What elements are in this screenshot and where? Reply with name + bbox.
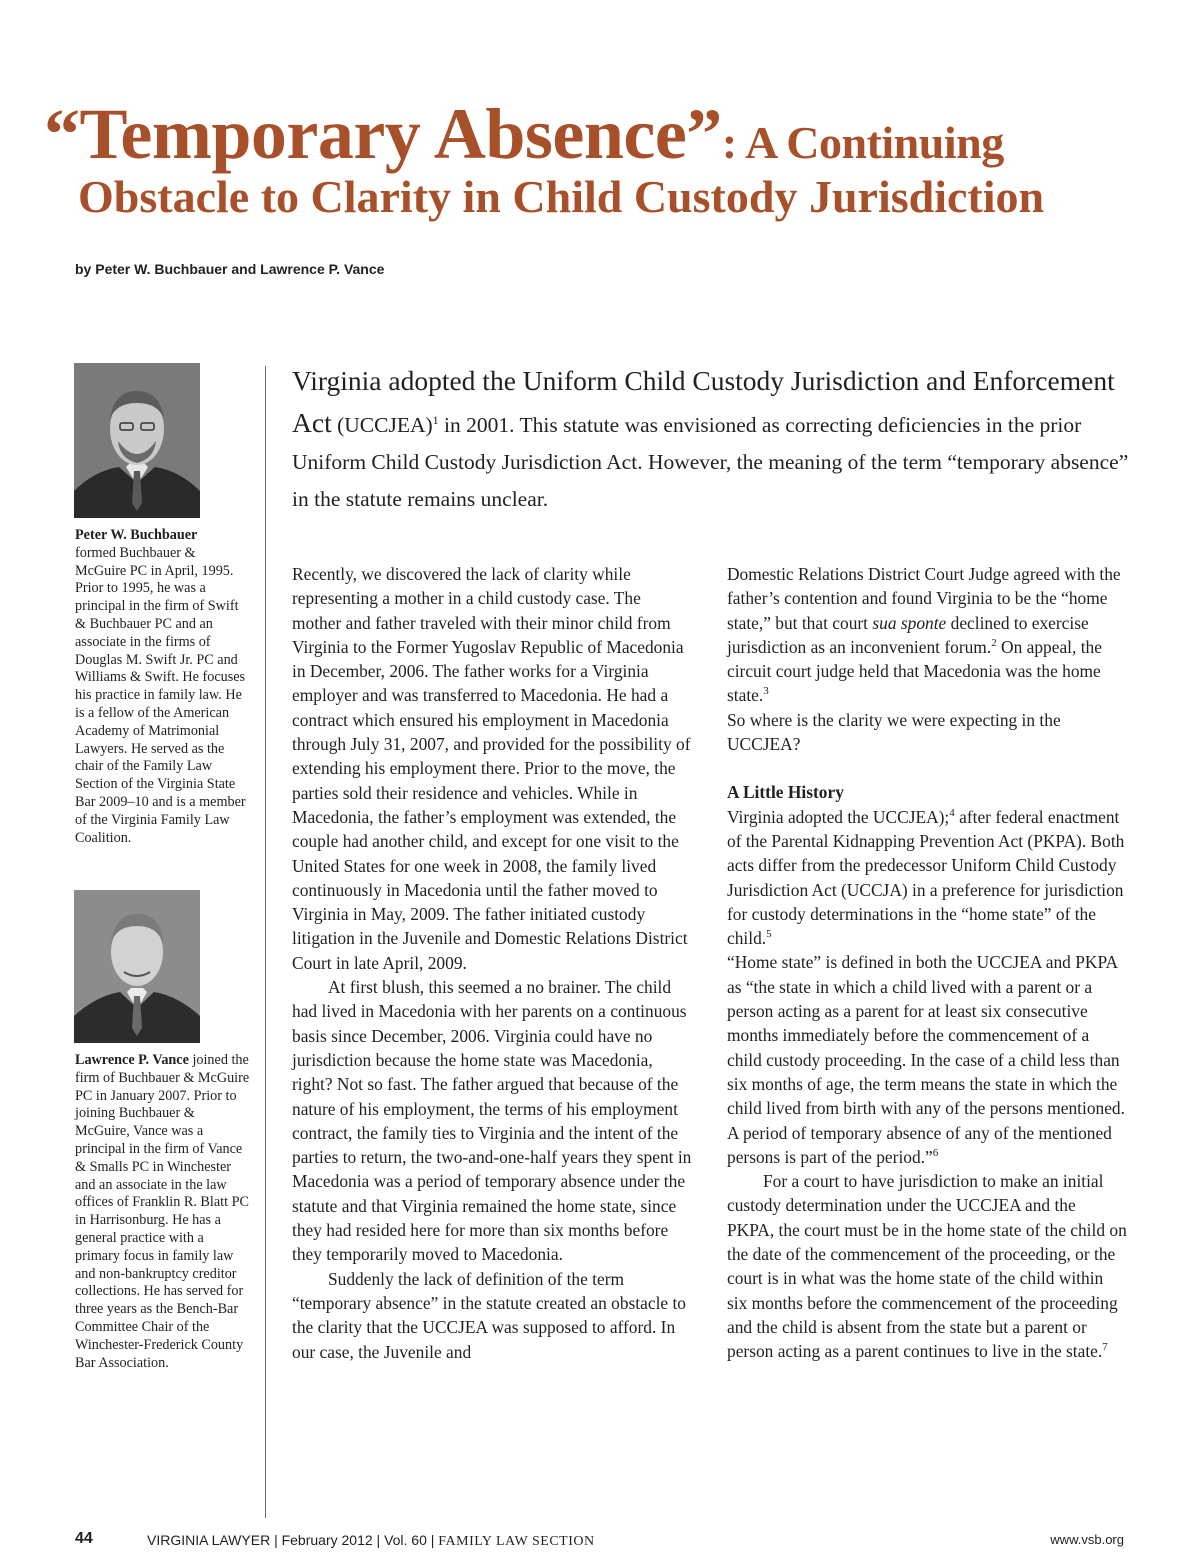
publication-text: VIRGINIA LAWYER | February 2012 | Vol. 60 | bbox=[147, 1532, 439, 1548]
author-bio-vance bbox=[75, 1052, 250, 1372]
lead-text-acronym: (UCCJEA) bbox=[331, 413, 433, 438]
body-column-2 bbox=[727, 562, 1127, 1364]
body-paragraph: Recently, we discovered the lack of clarity while representing a mother in a child custody case. The mother and father traveled with their minor child from Virginia to the Former Yugoslav Republic of Macedonia in December, 2006. The father works for a Virginia employer and was transferred to Macedonia. He had a contract which ensured his employment in Macedonia through July 31, 2007, and provided for the possibility of extending his employment there. Prior to the move, the parties sold their residence and vehicles. While in Macedonia, the father’s employment was extended, the couple had another child, and except for one visit to the United States for one week in 2008, the family lived continuously in Macedonia until the father moved to Virginia in May, 2009. The father initiated custody litigation in the Juvenile and Domestic Relations District Court in late April, 2009. bbox=[292, 564, 691, 973]
title-quote: “Temporary Absence” bbox=[44, 94, 722, 174]
body-paragraph: Suddenly the lack of definition of the term “temporary absence” in the statute created an obstacle to the clarity that the UCCJEA was supposed to afford. In our case, the Juvenile and bbox=[292, 1268, 686, 1362]
column-divider bbox=[265, 366, 266, 1518]
section-heading: A Little History bbox=[727, 782, 844, 803]
author-bio-text: joined the firm of Buchbauer & McGuire PC in January 2007. Prior to joining Buchbauer & McGuire, Vance was a principal in the firm of Vance & Smalls PC in Winchester and an associate in the law offices of Franklin R. Blatt PC in Harrisonburg. He has a general practice with a primary focus in family law and non-bankruptcy creditor collections. He has served for three years as the Bench-Bar Committee Chair of the Winchester-Frederick County Bar Association. bbox=[75, 1052, 250, 1371]
footnote-ref: 4 bbox=[949, 806, 955, 819]
italic-text: sua sponte bbox=[872, 612, 947, 633]
publication-info bbox=[147, 1532, 595, 1550]
author-bio-buchbauer bbox=[75, 527, 250, 847]
lead-text-rest: in 2001. This statute was envisioned as correcting deficiencies in the prior Uniform Child Custody Jurisdiction Act. However, the meaning of the term “temporary absence” in the statute remains unclear. bbox=[292, 413, 1129, 512]
website-url: www.vsb.org bbox=[1050, 1532, 1124, 1547]
body-paragraph bbox=[727, 562, 1127, 708]
footnote-ref: 5 bbox=[766, 928, 772, 941]
body-paragraph: At first blush, this seemed a no brainer. The child had lived in Macedonia with her parents on a continuous basis since December, 2006. Virginia could have no jurisdiction because the home state was Macedonia, right? Not so fast. The father argued that because of the nature of his employment, the terms of his employment contract, the family ties to Virginia and the intent of the parties to return, the two-and-one-half years they spent in Macedonia was a period of temporary absence under the statute and that Virginia remained the home state, since they had resided here for more than six months before they temporarily moved to Macedonia. bbox=[292, 977, 692, 1265]
page-number: 44 bbox=[75, 1530, 93, 1547]
footnote-ref: 1 bbox=[432, 413, 439, 427]
title-line-1 bbox=[44, 94, 1044, 174]
body-text: declined to exercise jurisdiction as an inconvenient forum. bbox=[727, 612, 1089, 657]
body-text: after federal enactment of the Parental Kidnapping Prevention Act (PKPA). Both acts differ from the predecessor Uniform Child Custody Jurisdiction Act (UCCJA) in a preference for jurisdiction for custody determinations in the “home state” of the child. bbox=[727, 806, 1125, 949]
spacer bbox=[727, 756, 1127, 780]
author-photo-buchbauer bbox=[74, 363, 200, 518]
title-line-2: Obstacle to Clarity in Child Custody Jurisdiction bbox=[78, 171, 1045, 222]
portrait-icon bbox=[74, 363, 200, 518]
body-text: On appeal, the circuit court judge held that Macedonia was the home state. bbox=[727, 636, 1102, 706]
lead-text-large: Virginia adopted the Uniform Child Custody Jurisdiction and Enforcement Act bbox=[292, 365, 1115, 439]
title-line-1-rest: : A Continuing bbox=[721, 117, 1004, 168]
body-paragraph bbox=[727, 1169, 1127, 1363]
body-column-1 bbox=[292, 562, 692, 1364]
footnote-ref: 2 bbox=[991, 637, 997, 650]
author-bio-text: formed Buchbauer & McGuire PC in April, 1995. Prior to 1995, he was a principal in the firm of Swift & Buchbauer PC and an associate in the firms of Douglas M. Swift Jr. PC and Williams & Swift. He focuses his practice in family law. He is a fellow of the American Academy of Matrimonial Lawyers. He served as the chair of the Family Law Section of the Virginia State Bar 2009–10 and is a member of the Virginia Family Law Coalition. bbox=[75, 544, 246, 846]
section-name: FAMILY LAW SECTION bbox=[438, 1534, 595, 1549]
footnote-ref: 3 bbox=[763, 685, 769, 698]
body-text: Virginia adopted the UCCJEA); bbox=[727, 806, 950, 827]
footnote-ref: 6 bbox=[932, 1147, 939, 1160]
footnote-ref: 7 bbox=[1102, 1341, 1108, 1354]
body-text: For a court to have jurisdiction to make an initial custody determination under the UCCJEA and the PKPA, the court must be in the home state of the child on the date of the commencement of the proceeding, or the court is in what was the home state of the child within six months before the commencement of the proceeding and the child is absent from the state but a parent or person acting as a parent continues to live in the state. bbox=[727, 1171, 1127, 1362]
author-photo-vance bbox=[74, 890, 200, 1043]
body-text: Domestic Relations District Court Judge agreed with the father’s contention and found Virginia to be the “home state,” but that court bbox=[727, 564, 1121, 633]
author-name: Peter W. Buchbauer bbox=[75, 527, 198, 543]
portrait-icon bbox=[74, 890, 200, 1043]
article-title bbox=[44, 94, 1045, 222]
body-text: “Home state” is defined in both the UCCJEA and PKPA as “the state in which a child lived with a parent or a person acting as a parent for at least six consecutive months immediately before the commencement of a child custody proceeding. In the case of a child less than six months of age, the term means the state in which the child lived from birth with any of the persons mentioned. A period of temporary absence of any of the mentioned persons is part of the period.” bbox=[727, 952, 1125, 1167]
body-paragraph bbox=[727, 805, 1127, 951]
body-paragraph: So where is the clarity we were expecting in the UCCJEA? bbox=[727, 709, 1061, 755]
author-name: Lawrence P. Vance bbox=[75, 1052, 189, 1068]
lead-paragraph bbox=[292, 362, 1142, 518]
byline: by Peter W. Buchbauer and Lawrence P. Vance bbox=[75, 261, 385, 277]
body-paragraph bbox=[727, 950, 1127, 1169]
